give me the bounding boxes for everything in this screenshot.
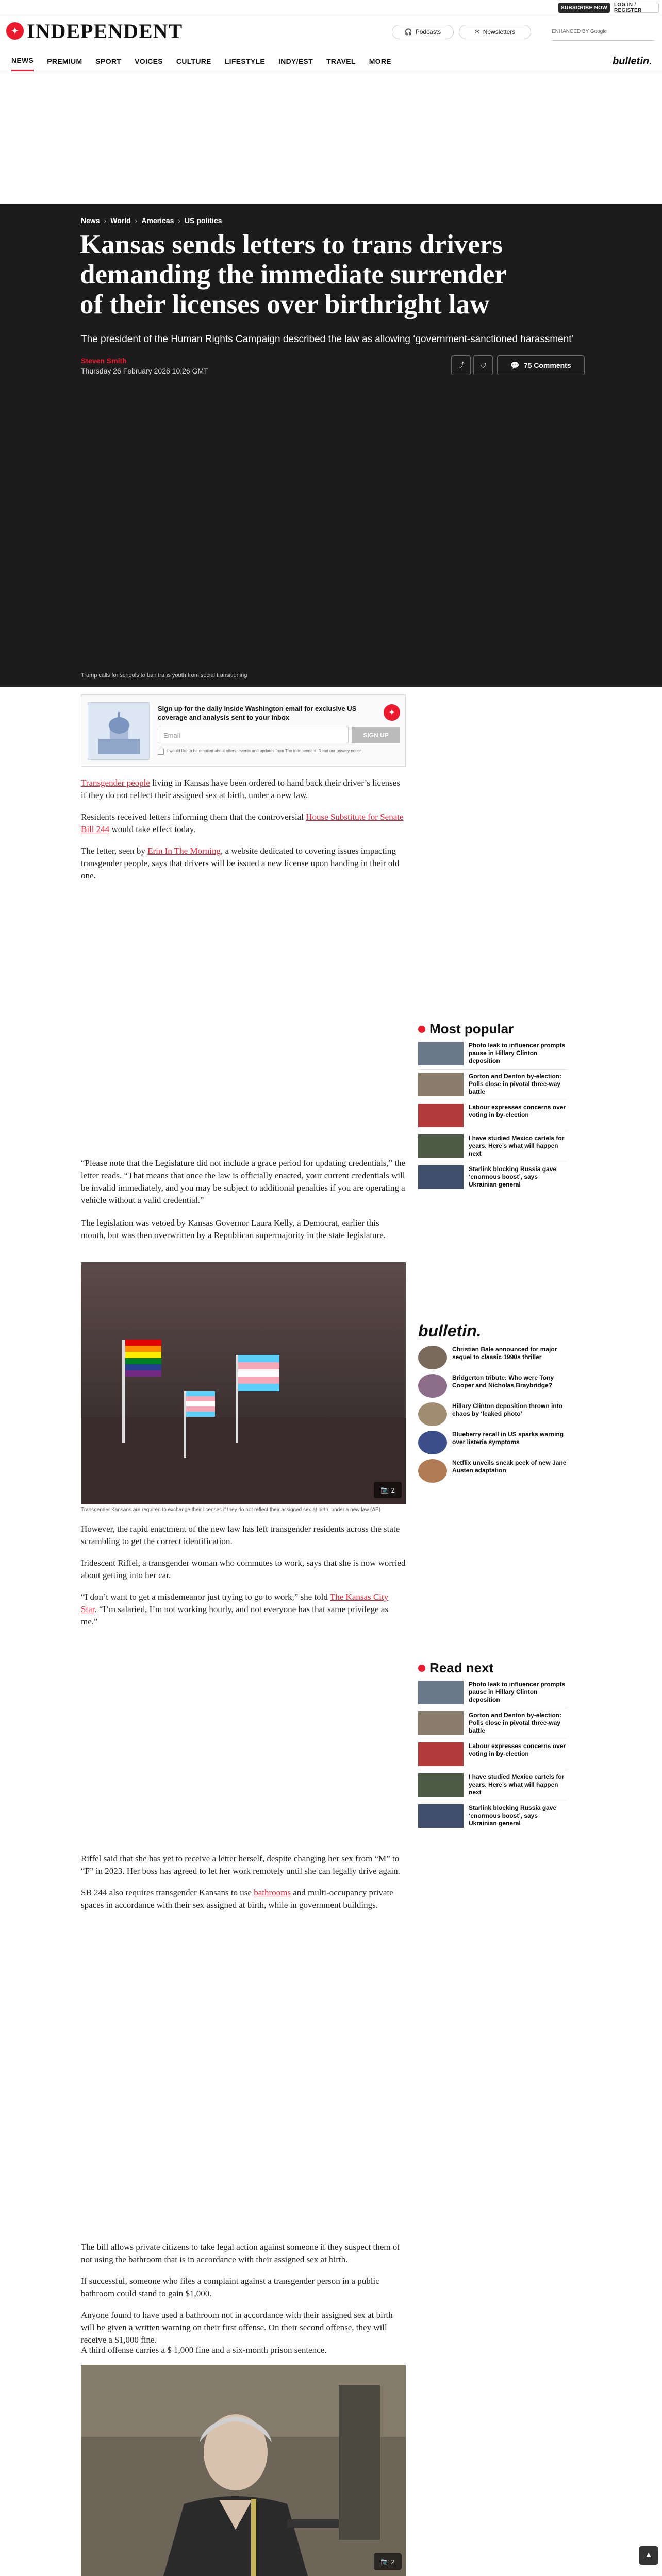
breadcrumb-us-politics[interactable]: US politics: [185, 216, 222, 225]
read-next-item[interactable]: [418, 1804, 568, 1830]
gallery-count: 2: [391, 2557, 395, 2566]
item-title: Starlink blocking Russia gave ‘enormous boost’, says Ukrainian general: [469, 1804, 557, 1827]
thumbnail: [418, 1042, 464, 1065]
thumbnail: [418, 1459, 447, 1483]
thumbnail: [418, 1402, 447, 1426]
inline-link[interactable]: House Substitute for Senate Bill 244: [81, 812, 404, 834]
hero-caption: Trump calls for schools to ban trans youth from social transitioning: [81, 672, 247, 679]
signup-title: Sign up for the daily Inside Washington email for exclusive US coverage and analysis sent to your inbox: [158, 705, 357, 721]
read-next-item[interactable]: [418, 1742, 568, 1768]
nav-item-premium[interactable]: PREMIUM: [47, 57, 82, 65]
newsletters-button[interactable]: [459, 25, 531, 39]
login-button[interactable]: LOG IN / REGISTER: [614, 3, 659, 13]
logo-wordmark: INDEPENDENT: [27, 19, 183, 43]
read-next-title: Read next: [429, 1660, 494, 1675]
nav-item-more[interactable]: MORE: [369, 57, 391, 65]
thumbnail: [418, 1374, 447, 1398]
eagle-icon: ✦: [6, 22, 24, 40]
paragraph-text: The letter, seen by: [81, 846, 148, 856]
scroll-to-top-button[interactable]: [639, 2546, 658, 2565]
email-placeholder: Email: [163, 731, 180, 739]
image-caption: Transgender Kansans are required to exchange their licenses if they do not reflect their assigned sex at birth, under a new law (AP): [81, 1507, 381, 1513]
inline-link[interactable]: Erin In The Morning: [147, 846, 221, 856]
paragraph-text: would take effect today.: [109, 824, 196, 834]
article-paragraph: If successful, someone who files a complaint against a transgender person in a public bathroom could stand to gain $1,000.: [81, 2276, 379, 2298]
breadcrumb-separator: ›: [135, 216, 138, 225]
author-link[interactable]: Steven Smith: [81, 357, 127, 365]
item-title: I have studied Mexico cartels for years. Here’s what will happen next: [469, 1773, 565, 1796]
article-paragraph: Iridescent Riffel, a transgender woman who commutes to work, says that she is now worried about getting into her car.: [81, 1558, 406, 1580]
page-title: Kansas sends letters to trans drivers demanding the immediate surrender of their licenses over birthright law: [80, 230, 506, 319]
capitol-icon: [88, 703, 150, 760]
read-next-item[interactable]: [418, 1773, 568, 1799]
bulletin-item[interactable]: [418, 1346, 568, 1371]
main-nav: [0, 52, 662, 71]
email-field[interactable]: [158, 727, 349, 743]
article-paragraph: The bill allows private citizens to take legal action against someone if they suspect them of not using the bathroom that is in accordance with their assigned sex at birth.: [81, 2242, 400, 2264]
thumbnail: [418, 1346, 447, 1369]
publish-date: Thursday 26 February 2026 10:26 GMT: [81, 367, 208, 375]
capitol-illustration: [88, 702, 150, 760]
divider: [418, 1069, 568, 1070]
expand-gallery-button[interactable]: [374, 1482, 402, 1498]
breadcrumb: [81, 216, 222, 225]
article-paragraph: [81, 811, 406, 836]
thumbnail: [418, 1431, 447, 1454]
read-next-heading: [418, 1660, 493, 1676]
most-popular-item[interactable]: [418, 1104, 568, 1129]
item-title: Gorton and Denton by-election: Polls close in pivotal three-way battle: [469, 1073, 561, 1095]
bulletin-item[interactable]: [418, 1459, 568, 1485]
subscribe-button[interactable]: SUBSCRIBE NOW: [558, 3, 610, 13]
red-dot-icon: [418, 1665, 425, 1672]
bulletin-item[interactable]: [418, 1402, 568, 1428]
newsletters-label: Newsletters: [483, 28, 516, 36]
comments-label: 75 Comments: [523, 361, 571, 369]
article-paragraph: The legislation was vetoed by Kansas Governor Laura Kelly, a Democrat, earlier this month, but was then overwritten by a Republican supermajority in the state legislature.: [81, 1218, 386, 1240]
item-title: I have studied Mexico cartels for years. Here’s what will happen next: [469, 1134, 565, 1157]
nav-item-culture[interactable]: CULTURE: [176, 57, 211, 65]
item-title: Gorton and Denton by-election: Polls close in pivotal three-way battle: [469, 1711, 561, 1734]
nav-item-lifestyle[interactable]: LIFESTYLE: [224, 57, 265, 65]
bookmark-icon: ⛉: [480, 361, 486, 369]
read-next-item[interactable]: [418, 1711, 568, 1737]
breadcrumb-news[interactable]: News: [81, 216, 100, 225]
inline-link[interactable]: bathrooms: [254, 1888, 291, 1897]
nav-item-indybest[interactable]: INDY/EST: [278, 57, 313, 65]
search-underline: [552, 40, 655, 41]
nav-item-voices[interactable]: VOICES: [135, 57, 163, 65]
article-paragraph: “Please note that the Legislature did not include a grace period for updating credentials,” the letter reads. “That means that once the law is officially enacted, your current credentials will be invalid immediately, and you may be subject to additional penalties if you are operating a vehicle without a valid credential.”: [81, 1158, 406, 1205]
article-paragraph: [81, 777, 406, 802]
podcasts-button[interactable]: [392, 25, 454, 39]
share-icon: ⤴: [457, 361, 465, 369]
article-paragraph: However, the rapid enactment of the new law has left transgender residents across the state scrambling to get the correct identification.: [81, 1524, 400, 1546]
gallery-count: 2: [391, 1486, 395, 1494]
search-input[interactable]: [552, 29, 655, 35]
item-title: Labour expresses concerns over voting in by-election: [469, 1104, 566, 1118]
breadcrumb-separator: ›: [178, 216, 181, 225]
thumbnail: [418, 1104, 464, 1127]
search-placeholder: ENHANCED BY Google: [552, 29, 607, 35]
bulletin-logo[interactable]: bulletin.: [613, 56, 652, 67]
most-popular-item[interactable]: [418, 1134, 568, 1160]
nav-item-news[interactable]: NEWS: [11, 52, 34, 71]
most-popular-item[interactable]: [418, 1073, 568, 1098]
paragraph-text: SB 244 also requires transgender Kansans to use: [81, 1888, 254, 1897]
comment-icon: 💬: [510, 361, 520, 369]
site-logo[interactable]: [6, 21, 183, 41]
newsletter-signup: [81, 694, 406, 767]
flags-photo: [81, 1262, 406, 1504]
paragraph-text: . “I’m salaried, I’m not working hourly, and not everyone has that same privilege as me.”: [81, 1604, 389, 1626]
most-popular-title: Most popular: [429, 1021, 514, 1037]
most-popular-heading: [418, 1021, 514, 1037]
most-popular-item[interactable]: [418, 1042, 568, 1067]
paragraph-text: living in Kansas have been ordered to hand back their driver’s licenses if they do not reflect their assigned sex at birth, under a new law.: [81, 778, 400, 800]
item-title: Hillary Clinton deposition thrown into chaos by ‘leaked photo’: [452, 1402, 562, 1417]
breadcrumb-world[interactable]: World: [110, 216, 131, 225]
item-title: Blueberry recall in US sparks warning over listeria symptoms: [452, 1431, 564, 1446]
article-paragraph: A third offense carries a $ 1,000 fine and a six-month prison sentence.: [81, 2345, 327, 2355]
article-paragraph: Riffel said that she has yet to receive a letter herself, despite changing her sex from “M” to “F” in 2023. Her boss has agreed to let her work remotely until she can legally drive again.: [81, 1854, 400, 1876]
camera-icon: 📷: [380, 2557, 389, 2565]
inline-link[interactable]: Transgender people: [81, 778, 150, 788]
thumbnail: [418, 1681, 464, 1704]
article-paragraph: Anyone found to have used a bathroom not in accordance with their assigned sex at birth will be given a written warning on their first offense. On their second offense, they will receive a $1,000 fine.: [81, 2310, 393, 2345]
bookmark-button[interactable]: [473, 355, 493, 375]
governor-photo: [81, 2365, 406, 2576]
expand-gallery-button[interactable]: [374, 2553, 402, 2570]
eagle-icon: ✦: [384, 704, 400, 721]
article-paragraph: [81, 1591, 406, 1628]
arrow-up-icon: ▲: [644, 2551, 653, 2560]
article-image-flags[interactable]: [81, 1262, 406, 1504]
consent-checkbox[interactable]: [158, 749, 164, 755]
thumbnail: [418, 1804, 464, 1828]
article-paragraph: [81, 1887, 406, 1911]
standfirst: The president of the Human Rights Campaign described the law as allowing ‘government-sanctioned harassment’: [81, 334, 574, 345]
most-popular-item[interactable]: [418, 1165, 568, 1191]
bulletin-item[interactable]: [418, 1374, 568, 1400]
paragraph-text: “I don’t want to get a misdemeanor just trying to go to work,” she told: [81, 1592, 330, 1602]
share-button[interactable]: [451, 355, 471, 375]
thumbnail: [418, 1773, 464, 1797]
thumbnail: [418, 1134, 464, 1158]
thumbnail: [418, 1711, 464, 1735]
red-dot-icon: [418, 1026, 425, 1033]
comments-button[interactable]: [497, 355, 585, 375]
podcasts-label: Podcasts: [415, 28, 441, 36]
signup-button[interactable]: SIGN UP: [352, 727, 400, 743]
item-title: Photo leak to influencer prompts pause in Hillary Clinton deposition: [469, 1681, 566, 1703]
nav-item-sport[interactable]: SPORT: [95, 57, 122, 65]
item-title: Christian Bale announced for major sequel to classic 1990s thriller: [452, 1346, 557, 1361]
mail-icon: ✉: [474, 28, 480, 36]
nav-item-travel[interactable]: TRAVEL: [326, 57, 356, 65]
thumbnail: [418, 1165, 464, 1189]
inline-link[interactable]: The Kansas City Star: [81, 1592, 389, 1614]
item-title: Labour expresses concerns over voting in by-election: [469, 1742, 566, 1757]
bulletin-item[interactable]: [418, 1431, 568, 1456]
thumbnail: [418, 1742, 464, 1766]
breadcrumb-americas[interactable]: Americas: [141, 216, 174, 225]
article-image-governor[interactable]: [81, 2365, 406, 2576]
item-title: Starlink blocking Russia gave ‘enormous boost’, says Ukrainian general: [469, 1165, 557, 1188]
paragraph-text: , a website dedicated to covering issues impacting transgender people, says that drivers will be issued a new license upon handing in their old one.: [81, 846, 400, 880]
bulletin-logo[interactable]: bulletin.: [418, 1321, 482, 1340]
thumbnail: [418, 1073, 464, 1096]
read-next-item[interactable]: [418, 1681, 568, 1706]
camera-icon: 📷: [380, 1486, 389, 1494]
paragraph-text: Residents received letters informing them that the controversial: [81, 812, 306, 822]
headphones-icon: 🎧: [404, 28, 412, 36]
item-title: Photo leak to influencer prompts pause in Hillary Clinton deposition: [469, 1042, 566, 1064]
item-title: Netflix unveils sneak peek of new Jane Austen adaptation: [452, 1459, 567, 1474]
paragraph-text: and multi-occupancy private spaces in accordance with their sex assigned at birth, while in government buildings.: [81, 1888, 393, 1910]
breadcrumb-separator: ›: [104, 216, 107, 225]
article-paragraph: [81, 845, 406, 882]
item-title: Bridgerton tribute: Who were Tony Cooper and Nicholas Braybridge?: [452, 1374, 554, 1389]
signup-legal: I would like to be emailed about offers, events and updates from The Independent. Read our privacy notice: [167, 749, 362, 753]
